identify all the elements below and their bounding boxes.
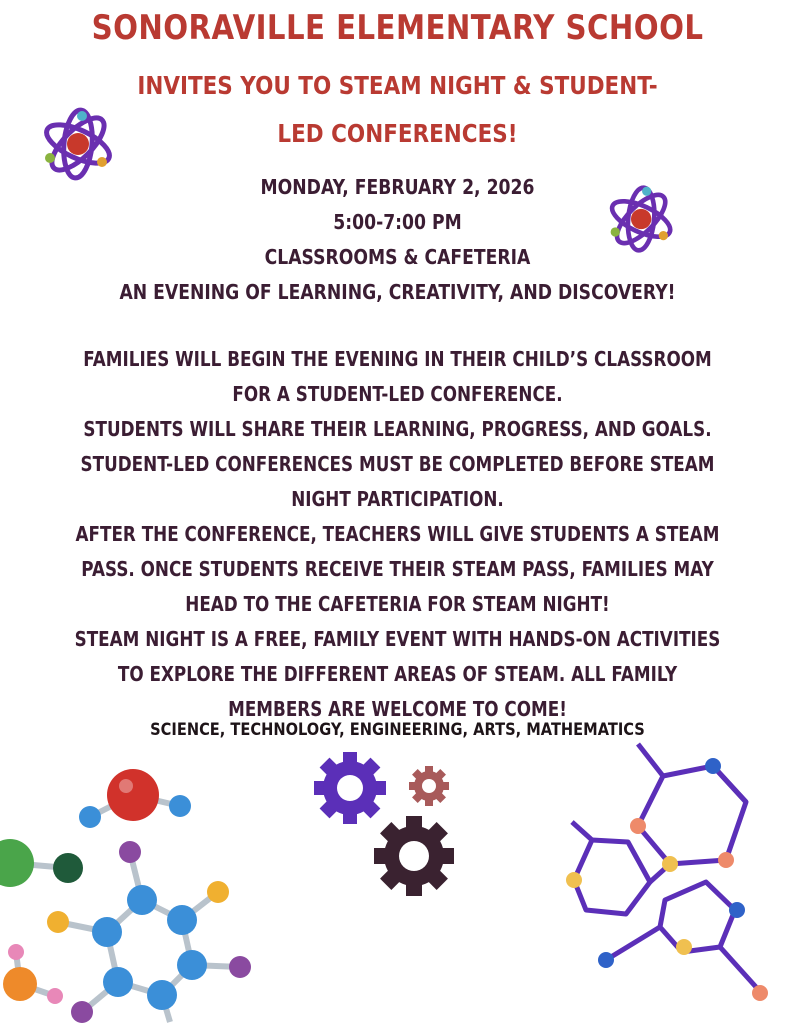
- event-time: 5:00-7:00 PM: [333, 210, 462, 234]
- molecule-icon: [0, 760, 270, 1024]
- hexagon-molecule-icon: [560, 742, 795, 1024]
- description-line: STUDENT-LED CONFERENCES MUST BE COMPLETED BEFORE STEAM NIGHT PARTICIPATION.: [80, 452, 715, 511]
- description-line: STEAM NIGHT IS A FREE, FAMILY EVENT WITH HANDS-ON ACTIVITIES TO EXPLORE THE DIFFERENT AREAS OF STEAM. ALL FAMILY MEMBERS ARE WELCOME TO COME!: [74, 627, 721, 721]
- description-line: AFTER THE CONFERENCE, TEACHERS WILL GIVE STUDENTS A STEAM PASS. ONCE STUDENTS RECEIVE THEIR STEAM PASS, FAMILIES MAY HEAD TO THE CAFETERIA FOR STEAM NIGHT!: [75, 522, 720, 616]
- steam-areas: SCIENCE, TECHNOLOGY, ENGINEERING, ARTS, MATHEMATICS: [150, 720, 645, 740]
- gear-icon: [314, 752, 386, 824]
- invitation-heading: INVITES YOU TO STEAM NIGHT & STUDENT-LED CONFERENCES!: [137, 71, 658, 148]
- event-date: MONDAY, FEBRUARY 2, 2026: [260, 175, 535, 199]
- school-title: SONORAVILLE ELEMENTARY SCHOOL: [91, 8, 704, 48]
- gears-icon: [312, 748, 472, 898]
- event-details: [56, 170, 740, 310]
- gear-icon: [409, 766, 449, 806]
- event-location: CLASSROOMS & CAFETERIA: [264, 245, 531, 269]
- gear-icon: [374, 816, 454, 896]
- event-tagline: AN EVENING OF LEARNING, CREATIVITY, AND DISCOVERY!: [119, 280, 676, 304]
- description-line: STUDENTS WILL SHARE THEIR LEARNING, PROGRESS, AND GOALS.: [83, 417, 712, 441]
- event-description: [64, 342, 732, 727]
- description-line: FAMILIES WILL BEGIN THE EVENING IN THEIR CHILD’S CLASSROOM FOR A STUDENT-LED CONFERENCE.: [83, 347, 712, 406]
